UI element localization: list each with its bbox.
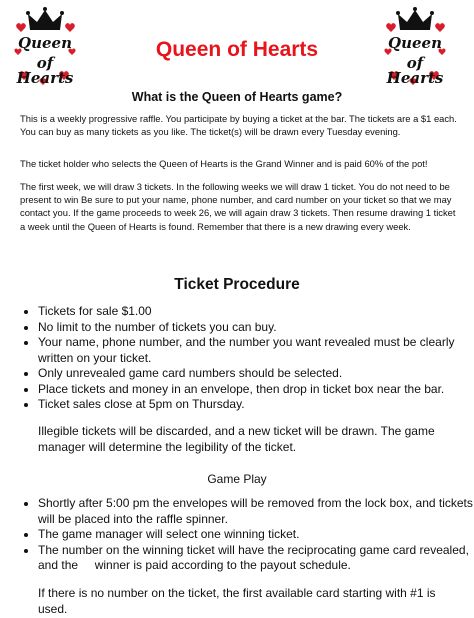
list-item: • Shortly after 5:00 pm the envelopes will be removed from the lock box, and tickets will be placed into the raffle spinner. <box>38 496 474 527</box>
list-item: • Ticket sales close at 5pm on Thursday. <box>38 397 474 413</box>
list-item: • Only unrevealed game card numbers should be selected. <box>38 366 474 382</box>
list-item: • The number on the winning ticket will have the reciprocating game card revealed, and the winner is paid according to the payout schedule. <box>38 543 474 574</box>
logo-text-of-hearts: of Hearts <box>16 54 74 87</box>
ticket-procedure-heading: Ticket Procedure <box>174 276 300 293</box>
game-play-list <box>22 496 474 574</box>
no-number-note: If there is no number on the ticket, the first available card starting with #1 is used. <box>38 586 436 616</box>
intro-heading: What is the Queen of Hearts game? <box>131 90 343 104</box>
logo-text-of-hearts: of Hearts <box>386 54 444 87</box>
logo-text-queen: Queen <box>18 34 72 52</box>
intro-paragraph: This is a weekly progressive raffle. You participate by buying a ticket at the bar. The tickets are a $1 each. You can buy as many tickets as you like. The ticket(s) will be drawn every Tuesday evening. <box>20 113 457 138</box>
list-item: • The game manager will select one winning ticket. <box>38 527 474 543</box>
logo-text-queen: Queen <box>388 34 442 52</box>
illegible-ticket-note: Illegible tickets will be discarded, and a new ticket will be drawn. The game manager will determine the legibility of the ticket. <box>38 424 435 454</box>
drawing-rules-paragraph: The first week, we will draw 3 tickets. In the following weeks we will draw 1 ticket. You do not need to be present to win Be sure to put your name, phone number, and card number on your ticket so that we may contact you. If the game proceeds to week 26, we will again draw 3 tickets. Then resume drawing 1 ticket a week until the Queen of Hearts is found. Remember that there is a new drawing every week. <box>20 181 456 232</box>
page-title: Queen of Hearts <box>155 38 319 61</box>
ticket-procedure-list <box>22 304 474 413</box>
grand-winner-paragraph: The ticket holder who selects the Queen of Hearts is the Grand Winner and is paid 60% of the pot! <box>20 158 428 169</box>
game-play-heading: Game Play <box>207 472 267 486</box>
list-item: • No limit to the number of tickets you can buy. <box>38 320 474 336</box>
list-item: • Place tickets and money in an envelope, then drop in ticket box near the bar. <box>38 382 474 398</box>
list-item: • Your name, phone number, and the number you want revealed must be clearly written on your ticket. <box>38 335 474 366</box>
list-item: • Tickets for sale $1.00 <box>38 304 474 320</box>
